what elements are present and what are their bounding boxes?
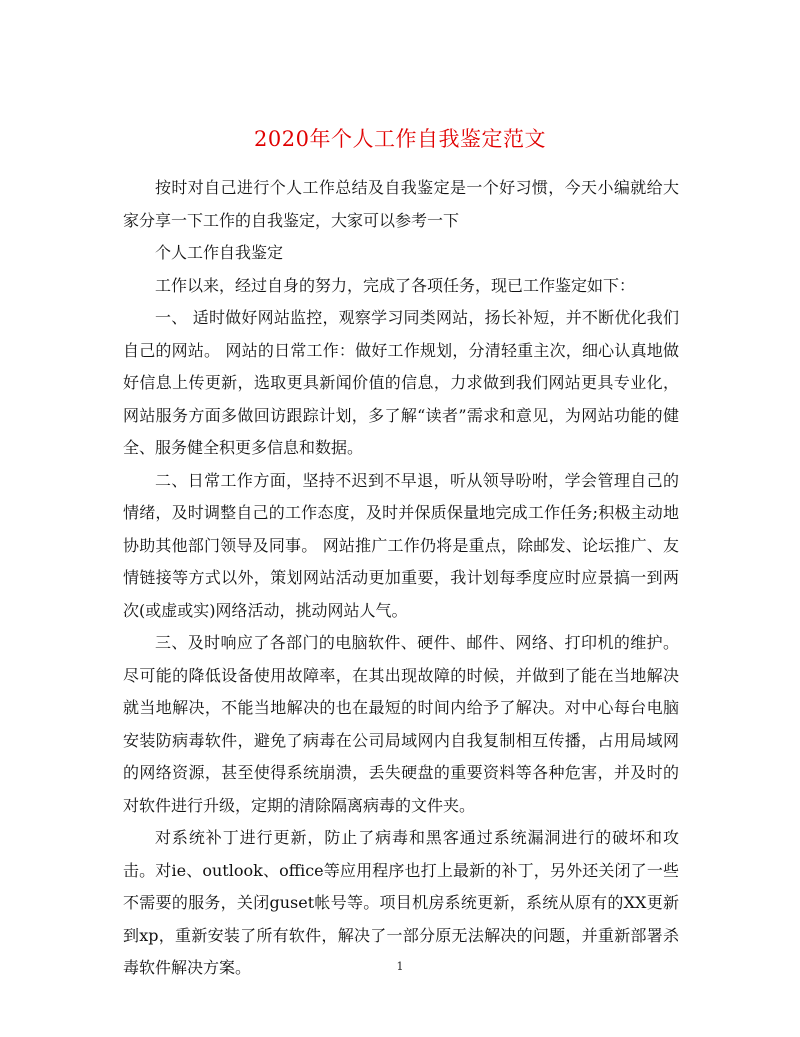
document-body xyxy=(123,172,679,985)
paragraph-heading: 个人工作自我鉴定 xyxy=(155,243,284,262)
paragraph-system-updates: 对系统补丁进行更新，防止了病毒和黑客通过系统漏洞进行的破坏和攻击。对ie、outlook、office等应用程序也打上最新的补丁，另外还关闭了一些不需要的服务，关闭guset帐号等。项目机房系统更新，系统从原有的XX更新到xp，重新安装了所有软件，解决了一部分原无法解决的问题，并重新部署杀毒软件解决方案。 xyxy=(123,828,679,977)
page-number: 1 xyxy=(396,960,404,973)
document-title: 2020年个人工作自我鉴定范文 xyxy=(254,127,546,152)
paragraph-item-1: 一、 适时做好网站监控，观察学习同类网站，扬长补短，并不断优化我们自己的网站。 网站的日常工作：做好工作规划，分清轻重主次，细心认真地做好信息上传更新，选取更具新闻价值的信息，力求做到我们网站更具专业化，网站服务方面多做回访跟踪计划，多了解“读者”需求和意见，为网站功能的健全、服务健全积更多信息和数据。 xyxy=(123,308,679,457)
paragraph-summary: 工作以来，经过自身的努力，完成了各项任务，现已工作鉴定如下： xyxy=(155,275,636,295)
paragraph-item-2: 二、日常工作方面，坚持不迟到不早退，听从领导吩咐，学会管理自己的情绪，及时调整自己的工作态度，及时并保质保量地完成工作任务;积极主动地协助其他部门领导及同事。 网站推广工作仍将是重点，除邮发、论坛推广、友情链接等方式以外，策划网站活动更加重要，我计划每季度应时应景搞一到两次(或虚或实)网络活动，挑动网站人气。 xyxy=(123,470,679,620)
paragraph-intro: 按时对自己进行个人工作总结及自我鉴定是一个好习惯，今天小编就给大家分享一下工作的自我鉴定，大家可以参考一下 xyxy=(123,178,679,230)
paragraph-item-3: 三、及时响应了各部门的电脑软件、硬件、邮件、网络、打印机的维护。尽可能的降低设备使用故障率，在其出现故障的时候，并做到了能在当地解决就当地解决，不能当地解决的也在最短的时间内给予了解决。对中心每台电脑安装防病毒软件，避免了病毒在公司局域网内自我复制相互传播，占用局域网的网络资源，甚至使得系统崩溃，丢失硬盘的重要资料等各种危害，并及时的对软件进行升级，定期的清除隔离病毒的文件夹。 xyxy=(123,633,679,815)
